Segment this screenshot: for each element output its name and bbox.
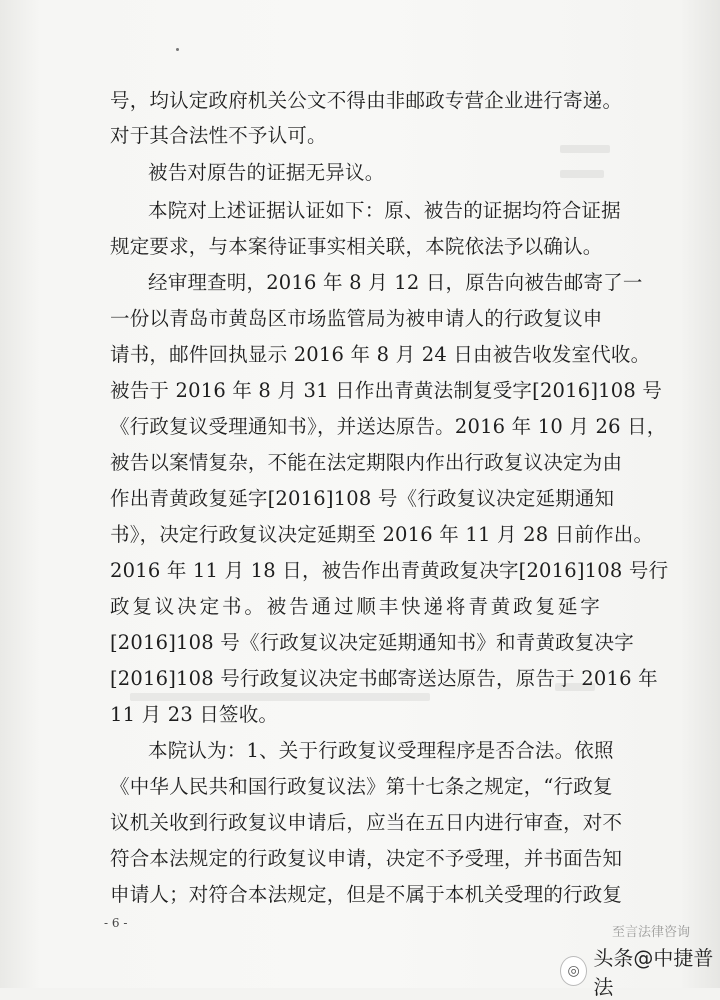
text-line: 政复议决定书。被告通过顺丰快递将青黄政复延字 [110, 595, 600, 618]
text-line: [2016]108 号《行政复议决定延期通知书》和青黄政复决字 [110, 631, 634, 654]
text-line: 申请人；对符合本法规定，但是不属于本机关受理的行政复 [110, 883, 623, 906]
text-line: 议机关收到行政复议申请后，应当在五日内进行审查，对不 [110, 811, 623, 834]
text-line: 一份以青岛市黄岛区市场监管局为被申请人的行政复议申 [110, 307, 603, 330]
page-number: - 6 - [104, 916, 128, 930]
text-line: 规定要求，与本案待证事实相关联，本院依法予以确认。 [110, 235, 603, 258]
watermark-logo-icon: ◎ [560, 956, 587, 986]
watermark-faint-text: 至言法律咨询 [612, 925, 691, 940]
scan-speck [176, 48, 179, 51]
text-line: 被告以案情复杂，不能在法定期限内作出行政复议决定为由 [110, 451, 623, 474]
text-line: 被告于 2016 年 8 月 31 日作出青黄法制复受字[2016]108 号 [110, 379, 663, 402]
watermark-text: 头条@中捷普法 [593, 946, 714, 999]
text-line: 对于其合法性不予认可。 [110, 124, 327, 147]
text-line: 被告对原告的证据无异议。 [148, 161, 385, 184]
text-line: 号，均认定政府机关公文不得由非邮政专营企业进行寄递。 [110, 89, 623, 112]
text-line: 本院认为：1、关于行政复议受理程序是否合法。依照 [148, 739, 614, 762]
text-line: 符合本法规定的行政复议申请，决定不予受理，并书面告知 [110, 847, 623, 870]
text-line: 《中华人民共和国行政复议法》第十七条之规定，“行政复 [110, 775, 613, 798]
text-line: [2016]108 号行政复议决定书邮寄送达原告，原告于 2016 年 [110, 667, 658, 690]
text-line: 11 月 23 日签收。 [110, 703, 279, 726]
text-line: 经审理查明，2016 年 8 月 12 日，原告向被告邮寄了一 [148, 271, 643, 294]
text-line: 请书，邮件回执显示 2016 年 8 月 24 日由被告收发室代收。 [110, 343, 651, 366]
text-line: 作出青黄政复延字[2016]108 号《行政复议决定延期通知 [110, 487, 615, 510]
text-line: 2016 年 11 月 18 日，被告作出青黄政复决字[2016]108 号行 [110, 559, 669, 582]
watermark [560, 942, 720, 1000]
text-line: 《行政复议受理通知书》，并送达原告。2016 年 10 月 26 日， [110, 415, 667, 438]
text-line: 书》，决定行政复议决定延期至 2016 年 11 月 28 日前作出。 [110, 523, 654, 546]
text-line: 本院对上述证据认证如下：原、被告的证据均符合证据 [148, 199, 621, 222]
